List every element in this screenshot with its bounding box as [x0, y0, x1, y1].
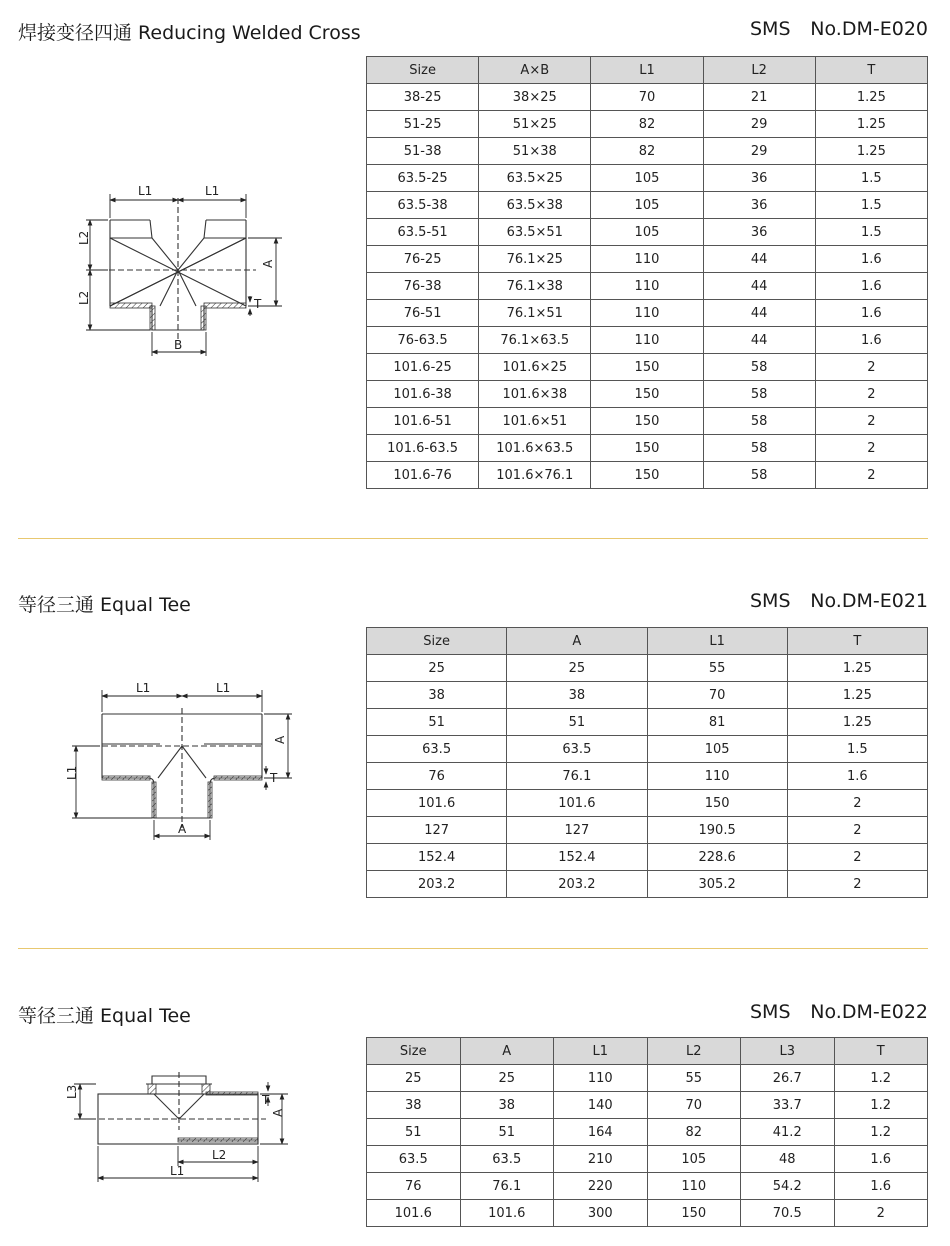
label-l1-right: L1 [205, 184, 220, 198]
table-row [367, 138, 928, 165]
table-cell: 150 [647, 790, 787, 817]
table-cell: 305.2 [647, 871, 787, 898]
label-l2: L2 [212, 1148, 227, 1162]
table-cell: 70 [647, 682, 787, 709]
table-cell: 63.5×38 [479, 192, 591, 219]
section-equal-tee-e021 [0, 540, 950, 950]
table-row [367, 246, 928, 273]
table-cell: 1.6 [815, 300, 927, 327]
table-cell: 150 [591, 408, 703, 435]
column-header: T [815, 57, 927, 84]
table-row [367, 273, 928, 300]
table-cell: 25 [507, 655, 647, 682]
column-header: Size [367, 628, 507, 655]
column-header: L2 [647, 1038, 741, 1065]
table-cell: 127 [367, 817, 507, 844]
table-cell: 2 [787, 817, 927, 844]
table-body [367, 1065, 928, 1227]
table-cell: 1.25 [815, 84, 927, 111]
table-cell: 38 [367, 682, 507, 709]
table-row [367, 817, 928, 844]
label-l2-top: L2 [77, 230, 91, 245]
table-cell: 1.25 [787, 682, 927, 709]
table-row [367, 844, 928, 871]
table-cell: 1.2 [834, 1065, 928, 1092]
table-cell: 1.6 [787, 763, 927, 790]
standard-label: SMS [750, 18, 791, 40]
table-cell: 70 [591, 84, 703, 111]
table-row [367, 192, 928, 219]
table-cell: 101.6-25 [367, 354, 479, 381]
table-cell: 127 [507, 817, 647, 844]
table-cell: 2 [834, 1200, 928, 1227]
table-cell: 38-25 [367, 84, 479, 111]
table-cell: 101.6 [507, 790, 647, 817]
column-header: A [460, 1038, 554, 1065]
table-cell: 1.6 [815, 273, 927, 300]
table-cell: 220 [554, 1173, 648, 1200]
table-cell: 63.5 [460, 1146, 554, 1173]
table-cell: 29 [703, 111, 815, 138]
table-cell: 58 [703, 381, 815, 408]
table-cell: 82 [591, 138, 703, 165]
table-cell: 101.6 [367, 790, 507, 817]
table-cell: 63.5 [367, 1146, 461, 1173]
table-cell: 228.6 [647, 844, 787, 871]
table-cell: 110 [554, 1065, 648, 1092]
table-cell: 63.5-25 [367, 165, 479, 192]
table-cell: 76 [367, 1173, 461, 1200]
label-l3: L3 [65, 1084, 79, 1099]
label-l2-bottom: L2 [77, 290, 91, 305]
table-cell: 101.6×76.1 [479, 462, 591, 489]
standard-label: SMS [750, 1001, 791, 1023]
table-cell: 51-25 [367, 111, 479, 138]
label-l1-left: L1 [138, 184, 153, 198]
table-row [367, 709, 928, 736]
table-cell: 105 [591, 219, 703, 246]
table-cell: 101.6×63.5 [479, 435, 591, 462]
table-row [367, 435, 928, 462]
label-l1: L1 [170, 1164, 185, 1178]
table-cell: 33.7 [741, 1092, 835, 1119]
table-cell: 1.6 [834, 1173, 928, 1200]
table-cell: 81 [647, 709, 787, 736]
spec-table-e022 [366, 1037, 928, 1227]
table-cell: 101.6×38 [479, 381, 591, 408]
table-cell: 210 [554, 1146, 648, 1173]
table-cell: 76-63.5 [367, 327, 479, 354]
table-cell: 1.5 [815, 165, 927, 192]
table-row [367, 763, 928, 790]
table-cell: 1.2 [834, 1119, 928, 1146]
table-cell: 25 [460, 1065, 554, 1092]
table-cell: 44 [703, 300, 815, 327]
table-cell: 2 [815, 354, 927, 381]
section-title: 焊接变径四通 Reducing Welded Cross [18, 22, 361, 44]
product-code: No.DM-E022 [810, 1001, 928, 1023]
table-cell: 150 [647, 1200, 741, 1227]
table-row [367, 655, 928, 682]
table-cell: 101.6-38 [367, 381, 479, 408]
table-cell: 110 [591, 327, 703, 354]
table-cell: 76.1×51 [479, 300, 591, 327]
table-cell: 76 [367, 763, 507, 790]
spec-table-e020 [366, 56, 928, 489]
table-cell: 51 [460, 1119, 554, 1146]
section-reducing-welded-cross [0, 0, 950, 540]
column-header: L1 [554, 1038, 648, 1065]
table-cell: 1.25 [815, 138, 927, 165]
table-cell: 101.6×51 [479, 408, 591, 435]
table-body [367, 84, 928, 489]
table-cell: 110 [591, 300, 703, 327]
table-cell: 1.25 [787, 655, 927, 682]
table-cell: 38 [367, 1092, 461, 1119]
table-cell: 76-51 [367, 300, 479, 327]
label-t: T [262, 1093, 270, 1107]
spec-table-e021 [366, 627, 928, 898]
table-cell: 70 [647, 1092, 741, 1119]
label-l1-left: L1 [136, 681, 151, 695]
table-row [367, 462, 928, 489]
table-cell: 36 [703, 219, 815, 246]
column-header: L1 [647, 628, 787, 655]
table-cell: 150 [591, 462, 703, 489]
column-header: Size [367, 57, 479, 84]
table-cell: 105 [591, 165, 703, 192]
label-l1-right: L1 [216, 681, 231, 695]
equal-tee-drawing [60, 678, 300, 848]
label-b: B [174, 338, 183, 352]
label-a-right: A [273, 735, 287, 744]
label-t: T [254, 297, 262, 311]
table-cell: 101.6-51 [367, 408, 479, 435]
table-row [367, 1065, 928, 1092]
reducing-cross-drawing [60, 170, 300, 370]
table-cell: 101.6-63.5 [367, 435, 479, 462]
table-cell: 140 [554, 1092, 648, 1119]
table-cell: 110 [591, 246, 703, 273]
table-cell: 105 [591, 192, 703, 219]
table-cell: 21 [703, 84, 815, 111]
table-cell: 38×25 [479, 84, 591, 111]
table-cell: 76-25 [367, 246, 479, 273]
table-cell: 41.2 [741, 1119, 835, 1146]
column-header: A [507, 628, 647, 655]
table-cell: 63.5-51 [367, 219, 479, 246]
table-cell: 58 [703, 462, 815, 489]
table-row [367, 219, 928, 246]
table-cell: 152.4 [507, 844, 647, 871]
table-cell: 25 [367, 1065, 461, 1092]
table-cell: 2 [787, 790, 927, 817]
table-row [367, 354, 928, 381]
column-header: L3 [741, 1038, 835, 1065]
table-cell: 1.6 [815, 327, 927, 354]
table-cell: 63.5-38 [367, 192, 479, 219]
table-row [367, 300, 928, 327]
table-cell: 44 [703, 273, 815, 300]
column-header: T [787, 628, 927, 655]
table-row [367, 871, 928, 898]
table-cell: 2 [815, 381, 927, 408]
table-cell: 76.1×63.5 [479, 327, 591, 354]
table-cell: 38 [507, 682, 647, 709]
table-cell: 2 [815, 462, 927, 489]
table-cell: 2 [815, 435, 927, 462]
table-cell: 76.1 [507, 763, 647, 790]
table-cell: 29 [703, 138, 815, 165]
table-cell: 25 [367, 655, 507, 682]
table-cell: 44 [703, 246, 815, 273]
section-divider [18, 538, 928, 539]
product-code: No.DM-E021 [810, 590, 928, 612]
table-row [367, 1119, 928, 1146]
table-cell: 105 [647, 736, 787, 763]
table-row [367, 1173, 928, 1200]
table-cell: 190.5 [647, 817, 787, 844]
table-cell: 51 [367, 1119, 461, 1146]
table-cell: 48 [741, 1146, 835, 1173]
table-cell: 2 [787, 844, 927, 871]
section-equal-tee-e022 [0, 950, 950, 1246]
table-row [367, 682, 928, 709]
table-cell: 70.5 [741, 1200, 835, 1227]
table-row [367, 1200, 928, 1227]
column-header: L1 [591, 57, 703, 84]
table-cell: 2 [787, 871, 927, 898]
table-cell: 1.25 [815, 111, 927, 138]
table-cell: 63.5 [367, 736, 507, 763]
table-cell: 76-38 [367, 273, 479, 300]
table-cell: 82 [647, 1119, 741, 1146]
table-cell: 164 [554, 1119, 648, 1146]
product-code: No.DM-E020 [810, 18, 928, 40]
label-t: T [270, 771, 278, 785]
table-cell: 76.1×25 [479, 246, 591, 273]
table-cell: 36 [703, 192, 815, 219]
label-a-bottom: A [178, 822, 187, 836]
table-cell: 54.2 [741, 1173, 835, 1200]
table-cell: 51×25 [479, 111, 591, 138]
table-cell: 110 [591, 273, 703, 300]
table-cell: 51-38 [367, 138, 479, 165]
equal-tee-short-drawing [60, 1070, 300, 1190]
column-header: T [834, 1038, 928, 1065]
table-cell: 26.7 [741, 1065, 835, 1092]
table-body [367, 655, 928, 898]
table-cell: 150 [591, 435, 703, 462]
table-cell: 38 [460, 1092, 554, 1119]
table-cell: 101.6×25 [479, 354, 591, 381]
table-cell: 1.5 [815, 219, 927, 246]
table-cell: 82 [591, 111, 703, 138]
table-row [367, 1092, 928, 1119]
table-cell: 36 [703, 165, 815, 192]
table-cell: 55 [647, 655, 787, 682]
table-cell: 1.5 [815, 192, 927, 219]
table-cell: 58 [703, 435, 815, 462]
table-cell: 101.6 [367, 1200, 461, 1227]
section-divider [18, 948, 928, 949]
table-cell: 300 [554, 1200, 648, 1227]
table-cell: 55 [647, 1065, 741, 1092]
table-cell: 58 [703, 354, 815, 381]
table-cell: 63.5×25 [479, 165, 591, 192]
table-row [367, 327, 928, 354]
table-cell: 44 [703, 327, 815, 354]
table-row [367, 165, 928, 192]
table-cell: 1.6 [834, 1146, 928, 1173]
section-title: 等径三通 Equal Tee [18, 1005, 191, 1027]
column-header: A×B [479, 57, 591, 84]
table-cell: 63.5 [507, 736, 647, 763]
label-a: A [271, 1108, 285, 1117]
column-header: Size [367, 1038, 461, 1065]
table-cell: 58 [703, 408, 815, 435]
table-cell: 76.1 [460, 1173, 554, 1200]
table-cell: 51 [507, 709, 647, 736]
standard-label: SMS [750, 590, 791, 612]
label-a: A [261, 259, 275, 268]
table-row [367, 381, 928, 408]
table-row [367, 1146, 928, 1173]
table-cell: 1.2 [834, 1092, 928, 1119]
table-cell: 76.1×38 [479, 273, 591, 300]
table-cell: 1.5 [787, 736, 927, 763]
section-title: 等径三通 Equal Tee [18, 594, 191, 616]
table-row [367, 84, 928, 111]
column-header: L2 [703, 57, 815, 84]
table-cell: 203.2 [367, 871, 507, 898]
label-l1-vertical: L1 [65, 765, 79, 780]
table-cell: 203.2 [507, 871, 647, 898]
table-cell: 152.4 [367, 844, 507, 871]
table-row [367, 736, 928, 763]
table-cell: 1.6 [815, 246, 927, 273]
table-cell: 110 [647, 1173, 741, 1200]
table-cell: 110 [647, 763, 787, 790]
table-cell: 150 [591, 354, 703, 381]
table-row [367, 408, 928, 435]
table-cell: 1.25 [787, 709, 927, 736]
table-cell: 63.5×51 [479, 219, 591, 246]
table-cell: 150 [591, 381, 703, 408]
table-cell: 2 [815, 408, 927, 435]
table-cell: 105 [647, 1146, 741, 1173]
table-row [367, 790, 928, 817]
table-cell: 101.6-76 [367, 462, 479, 489]
table-cell: 51 [367, 709, 507, 736]
table-cell: 51×38 [479, 138, 591, 165]
table-cell: 101.6 [460, 1200, 554, 1227]
table-row [367, 111, 928, 138]
